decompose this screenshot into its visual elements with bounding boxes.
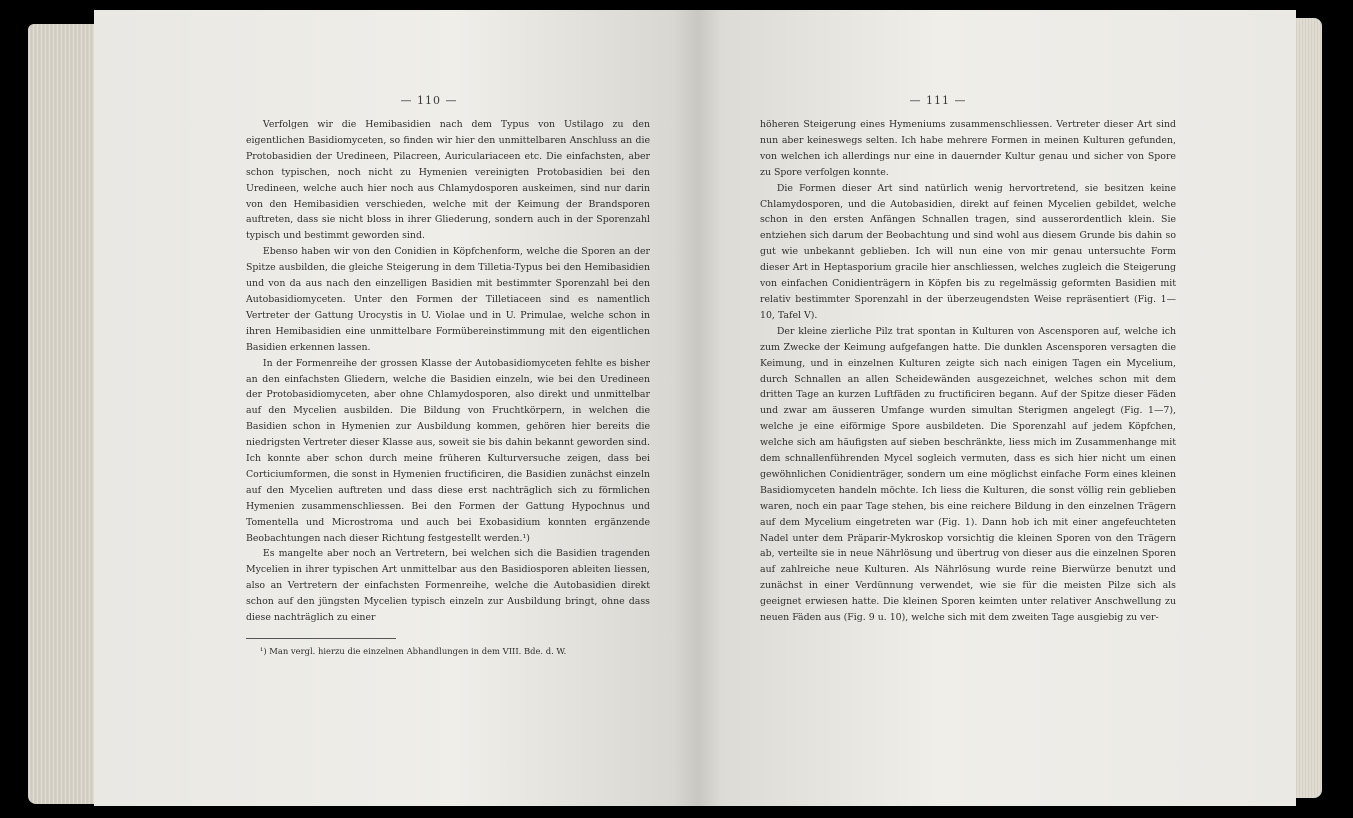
left-page-text (246, 117, 650, 626)
paragraph: höheren Steigerung eines Hymeniums zusammenschliessen. Vertreter dieser Art sind nun aber keineswegs selten. Ich habe mehrere Formen in meinen Kulturen gefunden, von welchen ich allerdings nur eine in dauernder Kultur genau und sicher von Spore zu Spore verfolgen konnte. (760, 119, 1176, 178)
right-page-text (760, 117, 1176, 626)
left-page (94, 10, 698, 806)
page-number: — 110 — (400, 94, 458, 107)
paragraph: Es mangelte aber noch an Vertretern, bei welchen sich die Basidien tragenden Mycelien in ihrer typischen Art unmittelbar aus den Basidiosporen ableiten liessen, also an Vertretern der einfachsten Formenreihe, welche die Autobasidien direkt schon auf den jüngsten Mycelien typisch einzeln zur Ausbildung bringt, ohne dass diese nachträglich zu einer (246, 548, 650, 624)
right-page (698, 10, 1296, 806)
page-edges-left (28, 24, 100, 804)
page-edges-right (1292, 18, 1322, 798)
page-number: — 111 — (909, 94, 967, 107)
footnote-rule (246, 638, 396, 639)
paragraph: In der Formenreihe der grossen Klasse der Autobasidiomyceten fehlte es bisher an den einfachsten Gliedern, welche die Basidien einzeln, wie bei den Uredineen der Protobasidiomyceten, aber ohne Chlamydosporen, also direkt und unmittelbar auf den Mycelien ausbilden. Die Bildung von Fruchtkörpern, in welchen die Basidien schon in Hymenien zur Ausbildung kommen, gehören hier bereits die niedrigsten Vertreter dieser Klasse aus, soweit sie bis dahin bekannt geworden sind. Ich konnte aber schon durch meine früheren Kulturversuche zeigen, dass bei Corticiumformen, die sonst in Hymenien fructificiren, die Basidien zunächst einzeln auf den Mycelien auftreten und dass diese erst nachträglich sich zu förmlichen Hymenien zusammenschliessen. Bei den Formen der Gattung Hypochnus und Tomentella und Microstroma und auch bei Exobasidium konnten ergänzende Beobachtungen nach dieser Richtung festgestellt werden.¹) (246, 357, 650, 544)
paragraph: Der kleine zierliche Pilz trat spontan in Kulturen von Ascensporen auf, welche ich zum Zwecke der Keimung aufgefangen hatte. Die dunklen Ascensporen versagten die Keimung, und in einzelnen Kulturen zeigte sich nach einigen Tagen ein Mycelium, durch Schnallen an allen Scheidewänden ausgezeichnet, welches schon mit dem dritten Tage an kurzen Luftfäden zu fructificiren begann. Auf der Spitze dieser Fäden und zwar am äusseren Umfange wurden simultan Sterigmen angelegt (Fig. 1—7), welche je eine eiförmige Spore ausbildeten. Die Sporenzahl auf jedem Köpfchen, welche sich am häufigsten auf sieben beschränkte, liess mich im Zusammenhange mit dem schnallenführenden Mycel sogleich vermuten, dass es sich hier nicht um einen gewöhnlichen Conidienträger, sondern um eine möglichst einfache Form eines kleinen Basidiomyceten handeln möchte. Ich liess die Kulturen, die sonst völlig rein geblieben waren, noch ein paar Tage stehen, bis eine reichere Bildung in den einzelnen Trägern auf dem Mycelium eingetreten war (Fig. 1). Dann hob ich mit einer angefeuchteten Nadel unter dem Präparir-Mykroskop vorsichtig die kleinen Sporen von den Trägern ab, verteilte sie in neue Nährlösung und übertrug von dieser aus die einzelnen Sporen auf zahlreiche neue Kulturen. Als Nährlösung wurde reine Bierwürze benutzt und zunächst in einer Verdünnung verwendet, wie sie für die meisten Pilze sich als geeignet erwiesen hatte. Die kleinen Sporen keimten unter relativer Anschwellung zu neuen Fäden aus (Fig. 9 u. 10), welche sich mit dem zweiten Tage ausgiebig zu ver- (760, 325, 1176, 624)
footnote: ¹) Man vergl. hierzu die einzelnen Abhandlungen in dem VIII. Bde. d. W. (260, 646, 567, 656)
paragraph: Die Formen dieser Art sind natürlich wenig hervortretend, sie besitzen keine Chlamydosporen, und die Autobasidien, direkt auf feinen Mycelien gebildet, welche schon in den ersten Anfängen Schnallen tragen, sind ausserordentlich klein. Sie entziehen sich darum der Beobachtung und sind wohl aus diesem Grunde bis dahin so gut wie unbekannt geblieben. Ich will nun eine von mir genau untersuchte Form dieser Art in Heptasporium gracile hier anschliessen, welches zugleich die Steigerung von einfachen Conidienträgern in Köpfen bis zu regelmässig geformten Basidien mit relativ bestimmter Sporenzahl in der überzeugendsten Weise repräsentiert (Fig. 1—10, Tafel V). (760, 182, 1176, 321)
paragraph: Ebenso haben wir von den Conidien in Köpfchenform, welche die Sporen an der Spitze ausbilden, die gleiche Steigerung in dem Tilletia-Typus bei den Hemibasidien und von da aus nach den einzelligen Basidien mit bestimmter Sporenzahl bei den Autobasidiomyceten. Unter den Formen der Tilletiaceen sind es namentlich Vertreter der Gattung Urocystis in U. Violae und in U. Primulae, welche schon in ihren Hemibasidien eine unmittelbare Formübereinstimmung mit den eigentlichen Basidien erkennen lassen. (246, 246, 650, 353)
paragraph: Verfolgen wir die Hemibasidien nach dem Typus von Ustilago zu den eigentlichen Basidiomyceten, so finden wir hier den unmittelbaren Anschluss an die Protobasidien der Uredineen, Pilacreen, Auriculariaceen etc. Die einfachsten, aber schon typischen, noch nicht zu Hymenien vereinigten Protobasidien bei den Uredineen, welche auch hier noch aus Chlamydosporen auskeimen, sind nur darin von den Hemibasidien verschieden, welche mit der Keimung der Brandsporen auftreten, dass sie nicht bloss in ihrer Gliederung, sondern auch in der Sporenzahl typisch und bestimmt geworden sind. (246, 119, 650, 242)
